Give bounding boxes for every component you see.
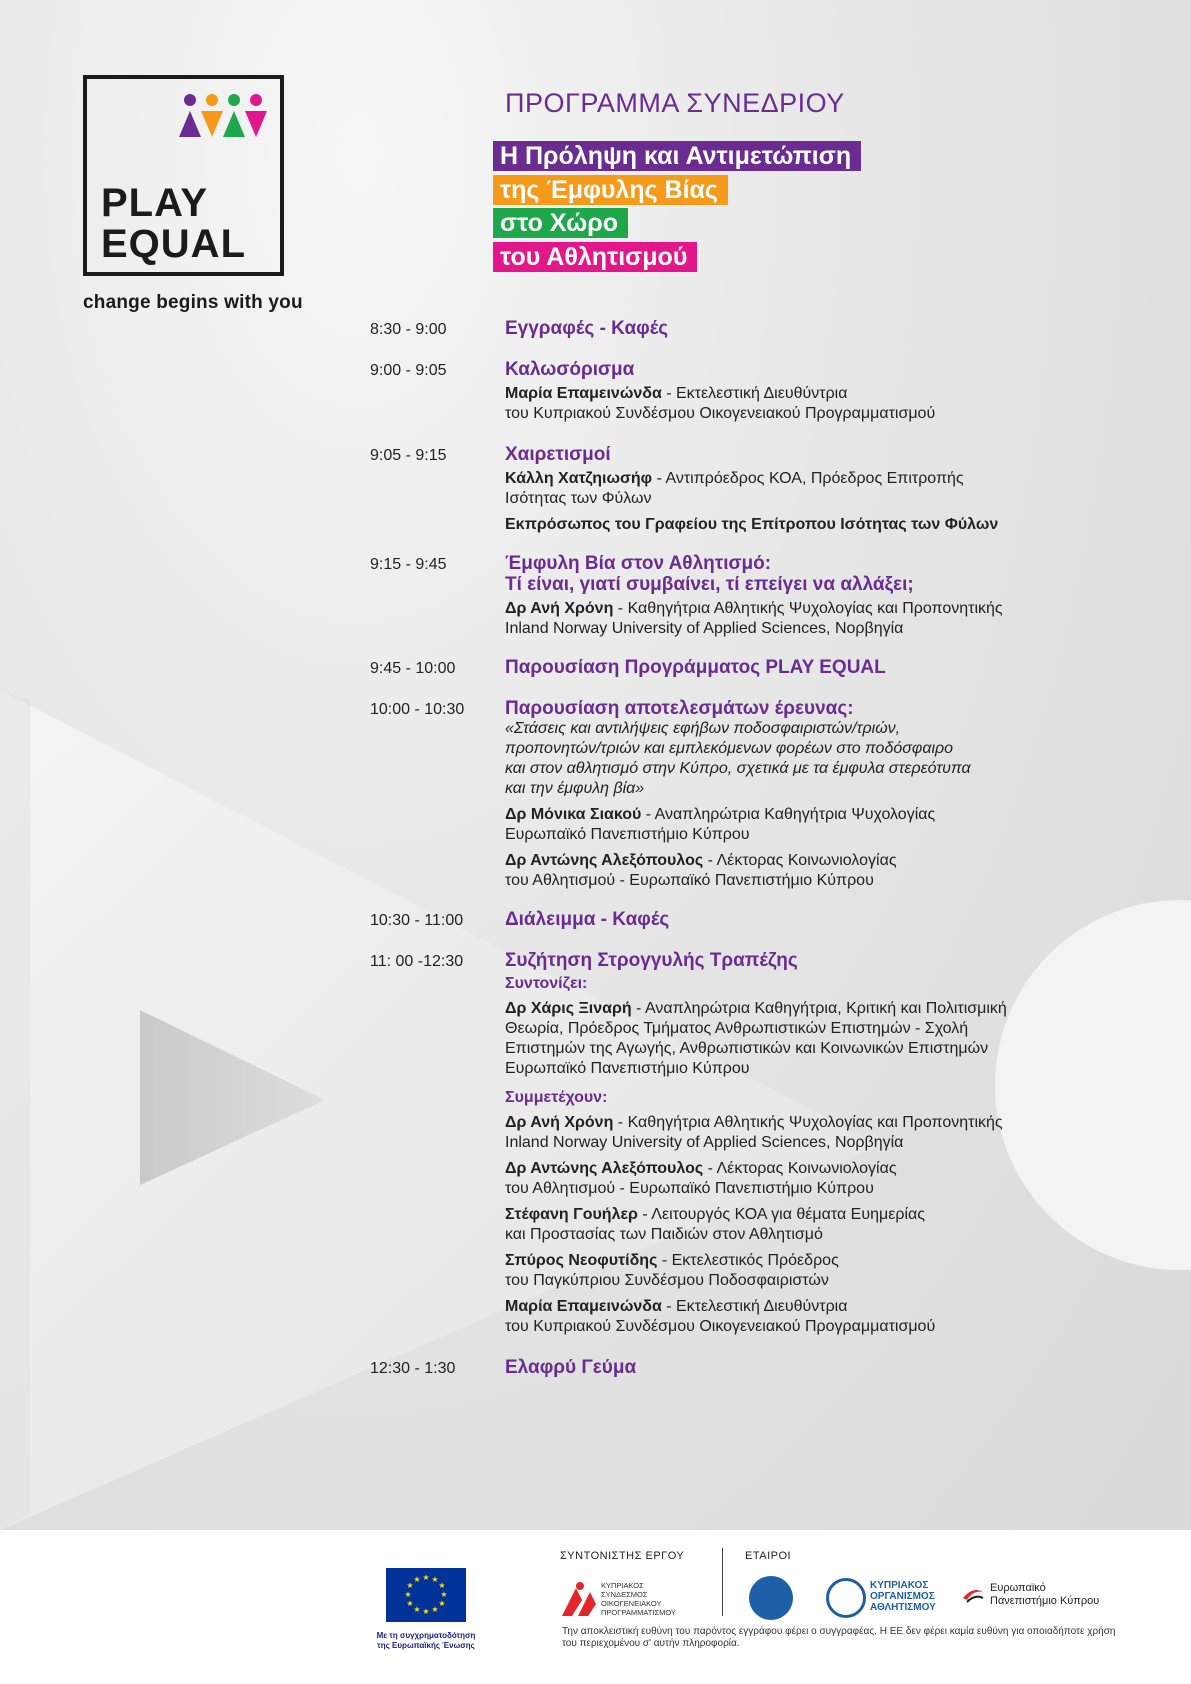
eu-stars-icon xyxy=(386,1568,466,1622)
speaker-name: Μαρία Επαμεινώνδα xyxy=(505,385,662,402)
schedule-item-greetings xyxy=(370,444,1100,541)
speaker-role: - Λέκτορας Κοινωνιολογίας xyxy=(703,852,897,869)
speaker-role: - Εκτελεστικός Πρόεδρος xyxy=(657,1252,839,1269)
schedule-item-break xyxy=(370,909,1100,934)
speaker-role-line2: του Αθλητισμού - Ευρωπαϊκό Πανεπιστήμιο Κύπρου xyxy=(505,872,874,889)
footer xyxy=(0,1530,1191,1684)
eu-caption-line: της Ευρωπαϊκής Ένωσης xyxy=(377,1641,475,1650)
svg-text:★: ★ xyxy=(413,1605,421,1614)
program-label: ΠΡΟΓΡΑΜΜΑ ΣΥΝΕΔΡΙΟΥ xyxy=(505,88,845,118)
svg-text:★: ★ xyxy=(438,1581,446,1590)
speaker-role-line2: Ευρωπαϊκό Πανεπιστήμιο Κύπρου xyxy=(505,826,750,843)
schedule-time: 8:30 - 9:00 xyxy=(370,321,447,338)
schedule-title: Χαιρετισμοί xyxy=(505,444,611,465)
research-line: και την έμφυλη βία» xyxy=(505,780,645,797)
schedule xyxy=(370,318,1100,1382)
schedule-title: Συζήτηση Στρογγυλής Τραπέζης xyxy=(505,950,798,971)
moderator xyxy=(505,999,1100,1079)
schedule-item-registration xyxy=(370,318,1100,343)
european-university-logo-icon xyxy=(961,1584,985,1604)
speaker-role: - Αντιπρόεδρος ΚΟΑ, Πρόεδρος Επιτροπής xyxy=(652,470,964,487)
svg-text:★: ★ xyxy=(406,1581,414,1590)
koa-logo-text xyxy=(870,1580,950,1613)
research-line: προπονητών/τριών και εμπλεκόμενων φορέων στο ποδόσφαιρο xyxy=(505,740,954,757)
speaker-role: - Εκτελεστική Διευθύντρια xyxy=(661,1298,848,1315)
speaker-role: - Εκτελεστική Διευθύντρια xyxy=(661,385,848,402)
speaker xyxy=(505,469,1100,509)
speaker-role-line: Ευρωπαϊκό Πανεπιστήμιο Κύπρου xyxy=(505,1060,750,1077)
cfpa-line: ΣΥΝΔΕΣΜΟΣ xyxy=(601,1590,648,1599)
participant xyxy=(505,1251,1100,1291)
speaker-name: Εκπρόσωπος του Γραφείου της Επίτροπου Ισότητας των Φύλων xyxy=(505,516,999,533)
schedule-time: 12:30 - 1:30 xyxy=(370,1360,456,1377)
schedule-item-gender-violence xyxy=(370,553,1100,645)
moderator-label: Συντονίζει: xyxy=(505,975,588,992)
eup-line: Ευρωπαϊκό xyxy=(990,1582,1046,1594)
participant xyxy=(505,1159,1100,1199)
participant xyxy=(505,1113,1100,1153)
speaker-name: Δρ Μόνικα Σιακού xyxy=(505,806,642,823)
speaker-name: Μαρία Επαμεινώνδα xyxy=(505,1298,662,1315)
coordinator-label: ΣΥΝΤΟΝΙΣΤΗΣ ΕΡΓΟΥ xyxy=(560,1550,685,1562)
speaker-role-line2: του Κυπριακού Συνδέσμου Οικογενειακού Προγραμματισμού xyxy=(505,405,936,422)
svg-text:★: ★ xyxy=(438,1599,446,1608)
speaker xyxy=(505,851,1100,891)
koa-logo-icon xyxy=(826,1578,866,1618)
speaker-role-line2: Inland Norway University of Applied Sciences, Νορβηγία xyxy=(505,620,904,637)
schedule-item-research-results xyxy=(370,698,1100,897)
speaker xyxy=(505,384,1100,424)
title-line-2: της Έμφυλης Βίας xyxy=(493,175,728,205)
schedule-title: Παρουσίαση Προγράμματος PLAY EQUAL xyxy=(505,657,886,678)
schedule-item-welcome xyxy=(370,359,1100,430)
speaker-name: Κάλλη Χατζηιωσήφ xyxy=(505,470,653,487)
play-equal-logo xyxy=(83,75,284,276)
speaker-name: Δρ Αντώνης Αλεξόπουλος xyxy=(505,852,704,869)
participant xyxy=(505,1297,1100,1337)
logo-line-play: PLAY xyxy=(101,181,209,225)
svg-text:★: ★ xyxy=(406,1599,414,1608)
svg-text:★: ★ xyxy=(422,1573,430,1582)
speaker-role: - Λέκτορας Κοινωνιολογίας xyxy=(703,1160,897,1177)
logo-tagline: change begins with you xyxy=(83,292,303,313)
schedule-time: 9:15 - 9:45 xyxy=(370,556,447,573)
schedule-item-round-table xyxy=(370,950,1100,1343)
schedule-time: 10:30 - 11:00 xyxy=(370,912,464,929)
research-line: και στον αθλητισμό στην Κύπρο, σχετικά με τα έμφυλα στερεότυπα xyxy=(505,760,971,777)
eup-line: Πανεπιστήμιο Κύπρου xyxy=(990,1595,1100,1607)
svg-text:★: ★ xyxy=(440,1590,448,1599)
speaker-name: Στέφανη Γουήλερ xyxy=(505,1206,638,1223)
schedule-title: Έμφυλη Βία στον Αθλητισμό: xyxy=(505,553,772,574)
speaker-role-line2: Ισότητας των Φύλων xyxy=(505,490,652,507)
speaker-role: - Καθηγήτρια Αθλητικής Ψυχολογίας και Προπονητικής xyxy=(613,1114,1003,1131)
cfpa-logo-icon xyxy=(558,1580,600,1620)
speaker-name: Δρ Ανή Χρόνη xyxy=(505,1114,614,1131)
svg-text:★: ★ xyxy=(413,1575,421,1584)
svg-text:★: ★ xyxy=(431,1605,439,1614)
svg-text:★: ★ xyxy=(404,1590,412,1599)
speaker-role-line: Επιστημών της Αγωγής, Ανθρωπιστικών και Κοινωνικών Επιστημών xyxy=(505,1040,989,1057)
title-line-1: Η Πρόληψη και Αντιμετώπιση xyxy=(493,141,861,171)
logo-line-equal: EQUAL xyxy=(101,222,246,266)
koa-line: ΚΥΠΡΙΑΚΟΣ xyxy=(870,1580,929,1591)
european-university-text xyxy=(990,1582,1099,1608)
eu-flag-icon xyxy=(386,1568,466,1622)
schedule-time: 11: 00 -12:30 xyxy=(370,953,464,970)
schedule-item-lunch xyxy=(370,1357,1100,1382)
schedule-time: 9:00 - 9:05 xyxy=(370,362,447,379)
speaker-role-line2: του Παγκύπριου Συνδέσμου Ποδοσφαιριστών xyxy=(505,1272,829,1289)
cfpa-line: ΚΥΠΡΙΑΚΟΣ xyxy=(601,1581,644,1590)
partners-label: ΕΤΑΙΡΟΙ xyxy=(745,1550,792,1562)
koa-line: ΟΡΓΑΝΙΣΜΟΣ xyxy=(870,1591,935,1602)
eu-caption xyxy=(360,1631,492,1651)
schedule-title-line2: Τί είναι, γιατί συμβαίνει, τί επείγει να αλλάξει; xyxy=(505,574,914,595)
cfpa-line: ΠΡΟΓΡΑΜΜΑΤΙΣΜΟΥ xyxy=(601,1608,676,1617)
schedule-title: Καλωσόρισμα xyxy=(505,359,635,380)
schedule-title: Διάλειμμα - Καφές xyxy=(505,909,670,930)
speaker xyxy=(505,599,1100,639)
schedule-time: 9:05 - 9:15 xyxy=(370,447,447,464)
cfpa-line: ΟΙΚΟΓΕΝΕΙΑΚΟΥ xyxy=(601,1599,662,1608)
speaker-role: - Λειτουργός ΚΟΑ για θέματα Ευημερίας xyxy=(637,1206,925,1223)
speaker-role: - Καθηγήτρια Αθλητικής Ψυχολογίας και Προπονητικής xyxy=(613,600,1003,617)
participants-label: Συμμετέχουν: xyxy=(505,1089,608,1106)
speaker-name: Δρ Χάρις Ξιναρή xyxy=(505,1000,632,1017)
speaker-role: - Αναπληρώτρια Καθηγήτρια Ψυχολογίας xyxy=(641,806,936,823)
schedule-item-program-presentation xyxy=(370,657,1100,682)
participant xyxy=(505,1205,1100,1245)
speaker-role: - Αναπληρώτρια Καθηγήτρια, Κριτική και Πολιτισμική xyxy=(631,1000,1007,1017)
speaker-role-line2: του Κυπριακού Συνδέσμου Οικογενειακού Προγραμματισμού xyxy=(505,1318,936,1335)
speaker xyxy=(505,515,1100,535)
schedule-title: Παρουσίαση αποτελεσμάτων έρευνας: xyxy=(505,698,854,719)
title-line-3: στο Χώρο xyxy=(493,208,628,238)
schedule-title: Εγγραφές - Καφές xyxy=(505,318,669,339)
svg-text:★: ★ xyxy=(422,1607,430,1616)
logo-wordmark xyxy=(101,183,246,265)
eu-caption-line: Με τη συγχρηματοδότηση xyxy=(376,1631,476,1640)
svg-text:★: ★ xyxy=(431,1575,439,1584)
schedule-title: Ελαφρύ Γεύμα xyxy=(505,1357,637,1378)
speaker-role-line2: και Προστασίας των Παιδιών στον Αθλητισμό xyxy=(505,1226,823,1243)
speaker-role-line2: του Αθλητισμού - Ευρωπαϊκό Πανεπιστήμιο Κύπρου xyxy=(505,1180,874,1197)
speaker-name: Δρ Αντώνης Αλεξόπουλος xyxy=(505,1160,704,1177)
koa-line: ΑΘΛΗΤΙΣΜΟΥ xyxy=(870,1602,936,1613)
schedule-time: 9:45 - 10:00 xyxy=(370,660,456,677)
speaker-name: Δρ Ανή Χρόνη xyxy=(505,600,614,617)
disclaimer: Την αποκλειστική ευθύνη του παρόντος εγγράφου φέρει ο συγγραφέας. Η ΕΕ δεν φέρει καμία ευθύνη για οποιαδήποτε χρήση του περιεχομένου σ' αυτήν πληροφορία. xyxy=(562,1626,1116,1649)
logo-figures-icon xyxy=(179,93,271,149)
speaker-role-line: Θεωρία, Πρόεδρος Τμήματος Ανθρωπιστικών Επιστημών - Σχολή xyxy=(505,1020,969,1037)
speaker xyxy=(505,805,1100,845)
speaker-role-line2: Inland Norway University of Applied Sciences, Νορβηγία xyxy=(505,1134,904,1151)
research-line: «Στάσεις και αντιλήψεις εφήβων ποδοσφαιριστών/τριών, xyxy=(505,720,901,737)
research-description xyxy=(505,719,1100,799)
title-line-4: του Αθλητισμού xyxy=(493,242,697,272)
speaker-name: Σπύρος Νεοφυτίδης xyxy=(505,1252,658,1269)
pasp-logo-icon xyxy=(749,1576,793,1620)
cfpa-logo-text xyxy=(601,1581,731,1617)
schedule-time: 10:00 - 10:30 xyxy=(370,701,465,718)
